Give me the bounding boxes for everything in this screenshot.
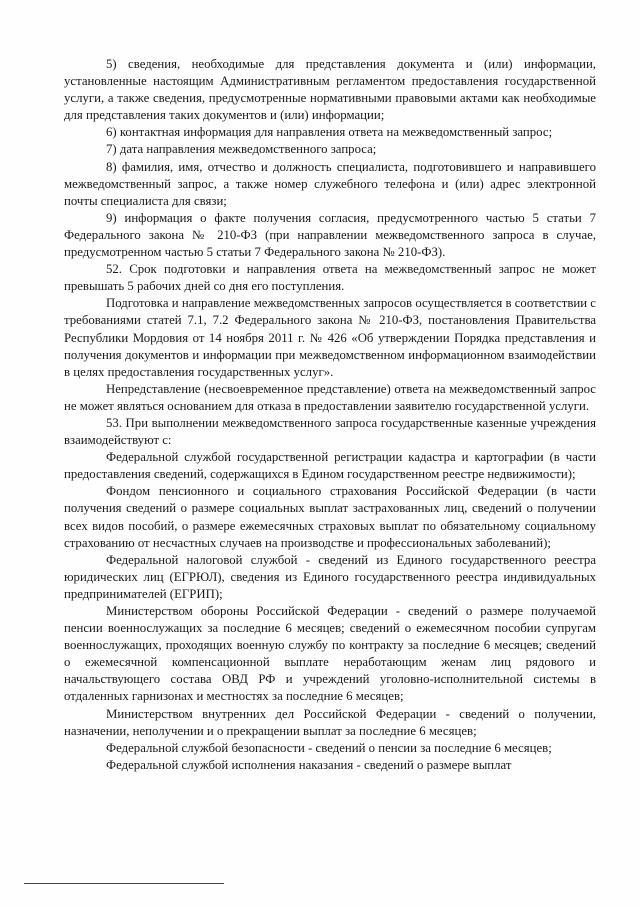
agency-rosreestr: Федеральной службой государственной регистрации кадастра и картографии (в части предоставления сведений, содержащихся в Едином государственном реестре недвижимости); — [64, 450, 596, 482]
agency-security-service: Федеральной службой безопасности - сведений о пенсии за последние 6 месяцев; — [106, 740, 552, 755]
document-body — [64, 56, 596, 774]
footnote-divider — [24, 883, 224, 884]
agency-ministry-interior: Министерством внутренних дел Российской Федерации - сведений о получении, назначении, неполучении и о прекращении выплат за последние 6 месяцев; — [64, 706, 596, 738]
clause-53: 53. При выполнении межведомственного запроса государственные казенные учреждения взаимодействуют с: — [64, 415, 596, 448]
paragraph-request-preparation: Подготовка и направление межведомственных запросов осуществляется в соответствии с требованиями статей 7.1, 7.2 Федерального закона № 210-ФЗ, постановления Правительства Республики Мордовия от 14 ноября 2011 г. № 426 «Об утверждении Порядка представления и получения документов и информации при межведомственном информационном взаимодействии в целях предоставления государственных услуг». — [64, 296, 596, 379]
list-item-6: 6) контактная информация для направления ответа на межведомственный запрос; — [106, 125, 553, 140]
clause-52: 52. Срок подготовки и направления ответа на межведомственный запрос не может превышать 5 рабочих дней со дня его поступления. — [64, 262, 596, 294]
list-item-5: 5) сведения, необходимые для представления документа и (или) информации, установленные настоящим Административным регламентом предоставления государственной услуги, а также сведения, предусмотренные нормативными правовыми актами как необходимые для представления таких документов и (или) информации; — [64, 57, 596, 123]
paragraph-non-submission: Непредставление (несвоевременное представление) ответа на межведомственный запрос не может являться основанием для отказа в предоставлении заявителю государственной услуги. — [64, 381, 596, 413]
list-item-8: 8) фамилия, имя, отчество и должность специалиста, подготовившего и направившего межведомственный запрос, а также номер служебного телефона и (или) адрес электронной почты специалиста для связи; — [64, 159, 596, 208]
agency-ministry-defense: Министерством обороны Российской Федерации - сведений о размере получаемой пенсии военнослужащих за последние 6 месяцев; сведений о ежемесячном пособии супругам военнослужащих, проходящих военную службу по контракту за последние 6 месяцев; сведений о ежемесячной компенсационной выплате неработающим женам лиц рядового и начальствующего состава ОВД РФ и учреждений уголовно-исполнительной системы в отдаленных гарнизонах и местностях за последние 6 месяцев; — [64, 604, 596, 704]
agency-social-fund: Фондом пенсионного и социального страхования Российской Федерации (в части получения сведений о размере социальных выплат застрахованных лиц, сведений о получении всех видов пособий, о размере ежемесячных страховых выплат по обязательному социальному страхованию от несчастных случаев на производстве и профессиональных заболеваний); — [64, 484, 596, 550]
agency-penitentiary-service: Федеральной службой исполнения наказания - сведений о размере выплат — [106, 757, 512, 772]
agency-tax-service: Федеральной налоговой службой - сведений из Единого государственного реестра юридических лиц (ЕГРЮЛ), сведения из Единого государственного реестра индивидуальных предпринимателей (ЕГРИП); — [64, 552, 596, 601]
list-item-9: 9) информация о факте получения согласия, предусмотренного частью 5 статьи 7 Федерального закона № 210-ФЗ (при направлении межведомственного запроса в случае, предусмотренном частью 5 статьи 7 Федерального закона № 210-ФЗ). — [64, 210, 596, 260]
list-item-7: 7) дата направления межведомственного запроса; — [106, 142, 377, 157]
